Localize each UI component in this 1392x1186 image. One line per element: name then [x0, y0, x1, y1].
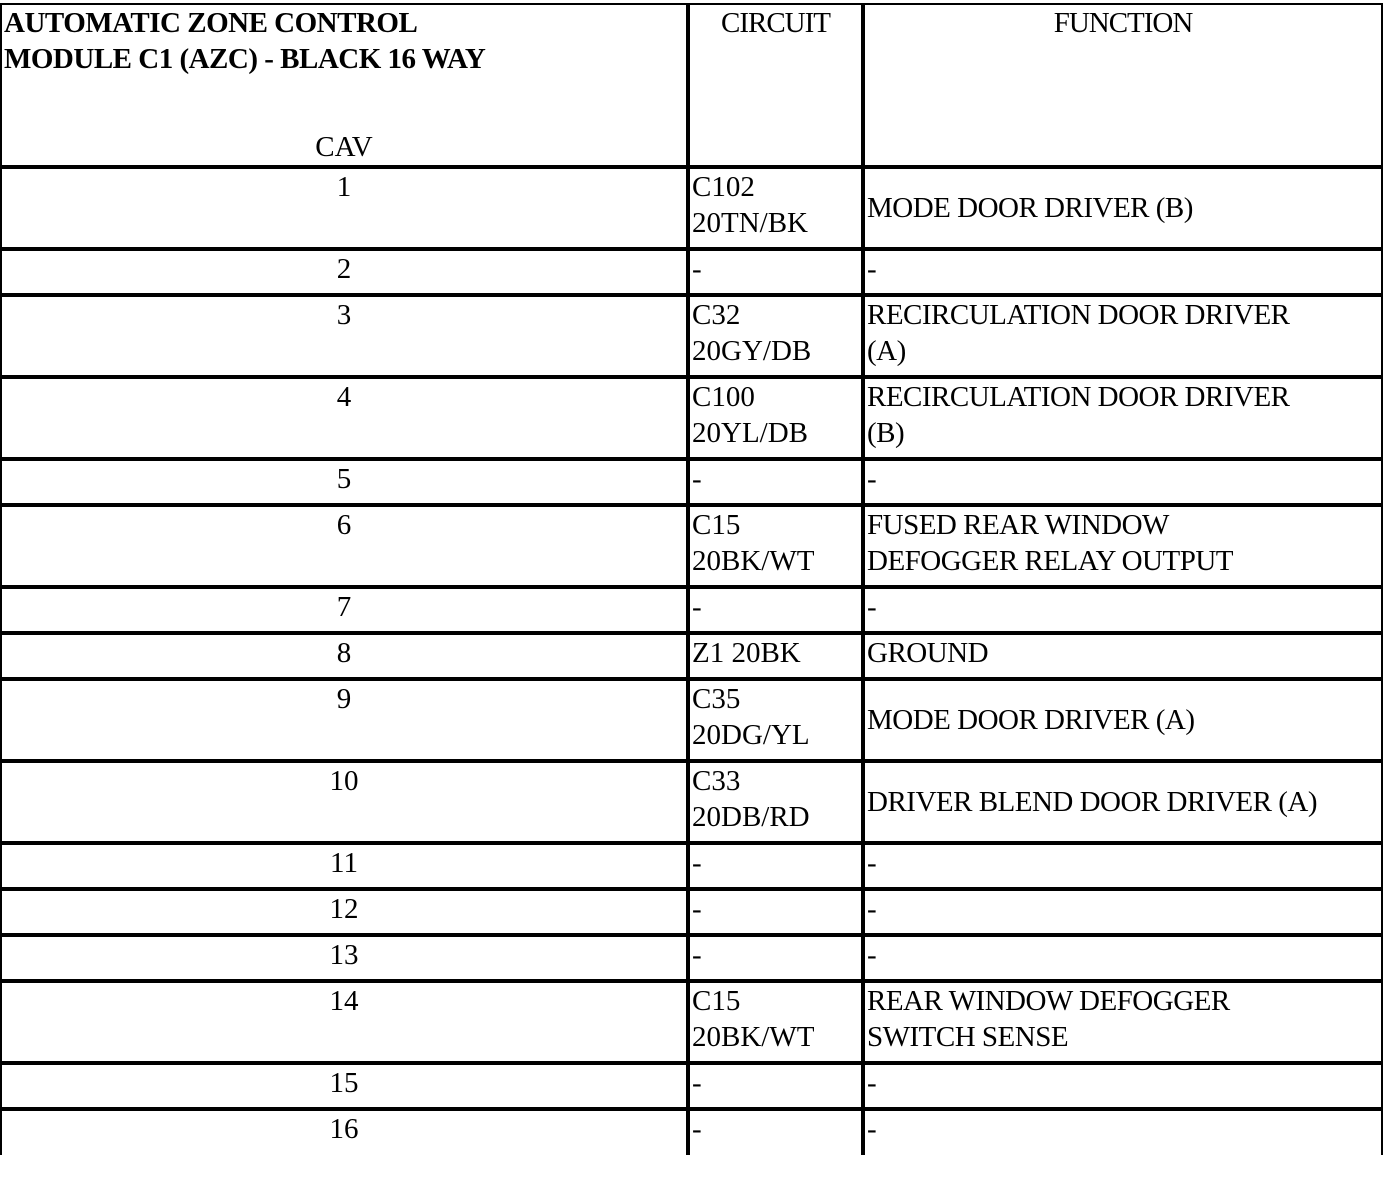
function-cell — [863, 377, 1383, 459]
circuit-cell — [688, 295, 863, 377]
circuit-line-1: C35 — [692, 683, 741, 715]
header-cav: CAV — [315, 131, 373, 163]
circuit-cell — [688, 459, 863, 505]
function-line-1: - — [867, 893, 877, 925]
function-line-1: - — [867, 939, 877, 971]
function-cell — [863, 633, 1383, 679]
circuit-line-1: C15 — [692, 509, 741, 541]
cav-cell: 1 — [0, 167, 688, 249]
function-cell — [863, 1063, 1383, 1109]
cav-cell: 7 — [0, 587, 688, 633]
function-cell — [863, 935, 1383, 981]
function-line-2: DEFOGGER RELAY OUTPUT — [867, 545, 1233, 577]
circuit-cell — [688, 249, 863, 295]
function-cell — [863, 843, 1383, 889]
cav-cell: 6 — [0, 505, 688, 587]
circuit-cell — [688, 981, 863, 1063]
circuit-cell — [688, 843, 863, 889]
function-line-1: MODE DOOR DRIVER (B) — [867, 192, 1193, 224]
cav-cell: 13 — [0, 935, 688, 981]
cav-cell: 10 — [0, 761, 688, 843]
cav-cell: 3 — [0, 295, 688, 377]
function-line-1: - — [867, 847, 877, 879]
circuit-cell — [688, 935, 863, 981]
cav-cell: 2 — [0, 249, 688, 295]
cav-cell: 9 — [0, 679, 688, 761]
circuit-cell — [688, 167, 863, 249]
cav-cell: 5 — [0, 459, 688, 505]
function-line-1: RECIRCULATION DOOR DRIVER — [867, 299, 1290, 331]
function-line-1: - — [867, 253, 877, 285]
function-line-1: - — [867, 591, 877, 623]
connector-pinout-table — [0, 3, 1383, 1155]
circuit-cell — [688, 377, 863, 459]
function-line-1: - — [867, 463, 877, 495]
circuit-cell — [688, 633, 863, 679]
function-line-1: - — [867, 1113, 877, 1145]
circuit-line-1: - — [692, 253, 702, 285]
header-function: FUNCTION — [863, 3, 1383, 167]
table-row — [0, 633, 1383, 679]
circuit-line-1: C15 — [692, 985, 741, 1017]
circuit-line-2: 20TN/BK — [692, 207, 808, 239]
circuit-line-1: C33 — [692, 765, 741, 797]
circuit-line-2: 20BK/WT — [692, 545, 815, 577]
table-row — [0, 935, 1383, 981]
table-row — [0, 843, 1383, 889]
circuit-line-1: C32 — [692, 299, 741, 331]
connector-title-cell — [0, 3, 688, 167]
circuit-line-1: C100 — [692, 381, 755, 413]
circuit-line-1: - — [692, 1067, 702, 1099]
function-line-1: FUSED REAR WINDOW — [867, 509, 1169, 541]
table-row — [0, 679, 1383, 761]
table-header-row — [0, 3, 1383, 167]
pinout-rows — [0, 167, 1383, 1155]
circuit-cell — [688, 505, 863, 587]
circuit-line-1: - — [692, 1113, 702, 1145]
cav-cell: 15 — [0, 1063, 688, 1109]
table-row — [0, 981, 1383, 1063]
circuit-line-2: 20YL/DB — [692, 417, 808, 449]
table-row — [0, 459, 1383, 505]
cav-cell: 11 — [0, 843, 688, 889]
circuit-cell — [688, 1063, 863, 1109]
function-line-1: - — [867, 1067, 877, 1099]
circuit-cell — [688, 679, 863, 761]
function-cell — [863, 1109, 1383, 1155]
table-row — [0, 167, 1383, 249]
circuit-line-1: Z1 20BK — [692, 637, 801, 669]
cav-cell: 14 — [0, 981, 688, 1063]
table-row — [0, 377, 1383, 459]
table-row — [0, 889, 1383, 935]
function-cell — [863, 249, 1383, 295]
connector-title-line-1: AUTOMATIC ZONE CONTROL — [4, 7, 418, 39]
cav-cell: 8 — [0, 633, 688, 679]
function-line-2: (A) — [867, 335, 906, 367]
function-cell — [863, 587, 1383, 633]
circuit-line-1: - — [692, 939, 702, 971]
circuit-cell — [688, 889, 863, 935]
circuit-line-1: - — [692, 591, 702, 623]
circuit-line-1: - — [692, 893, 702, 925]
cav-cell: 4 — [0, 377, 688, 459]
circuit-line-2: 20DB/RD — [692, 801, 810, 833]
function-line-1: RECIRCULATION DOOR DRIVER — [867, 381, 1290, 413]
function-line-1: REAR WINDOW DEFOGGER — [867, 985, 1230, 1017]
function-line-2: SWITCH SENSE — [867, 1021, 1069, 1053]
table-row — [0, 295, 1383, 377]
table-row — [0, 505, 1383, 587]
table-row — [0, 587, 1383, 633]
circuit-line-1: - — [692, 847, 702, 879]
function-line-2: (B) — [867, 417, 905, 449]
function-cell — [863, 505, 1383, 587]
cav-cell: 12 — [0, 889, 688, 935]
table-row — [0, 1063, 1383, 1109]
circuit-line-1: C102 — [692, 171, 755, 203]
function-cell — [863, 167, 1383, 249]
function-cell — [863, 761, 1383, 843]
circuit-line-1: - — [692, 463, 702, 495]
table-row — [0, 1109, 1383, 1155]
function-line-1: GROUND — [867, 637, 989, 669]
circuit-cell — [688, 1109, 863, 1155]
function-line-1: MODE DOOR DRIVER (A) — [867, 704, 1195, 736]
function-cell — [863, 981, 1383, 1063]
circuit-cell — [688, 587, 863, 633]
function-cell — [863, 459, 1383, 505]
function-cell — [863, 889, 1383, 935]
function-line-1: DRIVER BLEND DOOR DRIVER (A) — [867, 786, 1317, 818]
table-row — [0, 761, 1383, 843]
function-cell — [863, 295, 1383, 377]
table-row — [0, 249, 1383, 295]
cav-cell: 16 — [0, 1109, 688, 1155]
header-circuit: CIRCUIT — [688, 3, 863, 167]
circuit-line-2: 20BK/WT — [692, 1021, 815, 1053]
circuit-line-2: 20GY/DB — [692, 335, 812, 367]
circuit-cell — [688, 761, 863, 843]
connector-title-line-2: MODULE C1 (AZC) - BLACK 16 WAY — [4, 43, 486, 75]
function-cell — [863, 679, 1383, 761]
circuit-line-2: 20DG/YL — [692, 719, 810, 751]
